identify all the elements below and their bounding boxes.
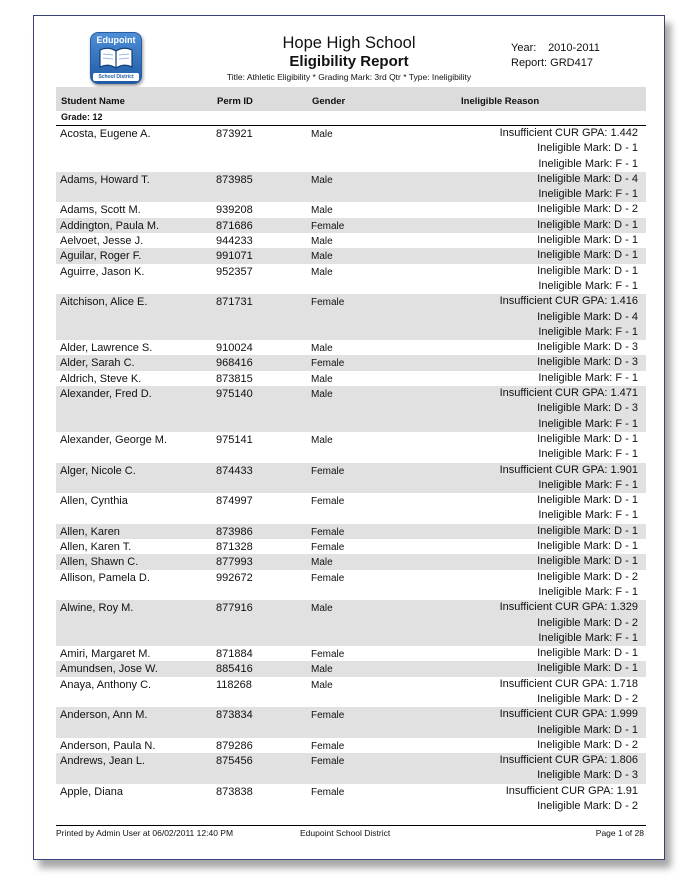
- ineligible-reasons: [500, 386, 638, 432]
- report-label: Report:: [511, 57, 548, 69]
- table-row: [56, 371, 646, 386]
- student-name: Alder, Lawrence S.: [60, 342, 153, 355]
- gender: Female: [311, 220, 345, 232]
- student-name: Anderson, Paula N.: [60, 739, 156, 752]
- report-value: GRD417: [550, 57, 593, 69]
- table-row: [56, 463, 646, 494]
- table-row: [56, 202, 646, 217]
- ineligible-reason: Ineligible Mark: D - 1: [537, 555, 638, 568]
- column-header-perm: Perm ID: [217, 96, 253, 107]
- ineligible-reason: Ineligible Mark: D - 1: [537, 142, 638, 155]
- ineligible-reason: Ineligible Mark: D - 1: [537, 662, 638, 675]
- ineligible-reasons: [537, 570, 638, 601]
- perm-id: 885416: [216, 663, 253, 676]
- gender: Male: [311, 251, 333, 263]
- column-header-gender: Gender: [312, 96, 346, 107]
- ineligible-reason: Ineligible Mark: D - 3: [537, 356, 638, 369]
- gender: Male: [311, 266, 333, 278]
- perm-id: 873834: [216, 709, 253, 722]
- perm-id: 871686: [216, 219, 253, 232]
- column-header-name: Student Name: [61, 96, 125, 107]
- perm-id: 875456: [216, 755, 253, 768]
- perm-id: 871731: [216, 296, 253, 309]
- ineligible-reason: Ineligible Mark: F - 1: [538, 279, 638, 292]
- gender: Male: [311, 205, 333, 217]
- table-row: [56, 172, 646, 203]
- year-info: [511, 42, 600, 54]
- grade-label: Grade: 12: [61, 112, 103, 122]
- student-name: Aguirre, Jason K.: [60, 265, 145, 278]
- ineligible-reasons: [506, 784, 638, 815]
- ineligible-reason: Ineligible Mark: D - 3: [537, 341, 638, 354]
- ineligible-reason: Ineligible Mark: D - 1: [537, 432, 638, 445]
- table-row: [56, 646, 646, 661]
- ineligible-reason: Insufficient CUR GPA: 1.806: [499, 754, 638, 767]
- table-row: [56, 432, 646, 463]
- gender: Female: [311, 358, 345, 370]
- perm-id: 873986: [216, 525, 253, 538]
- ineligible-reason: Ineligible Mark: D - 4: [537, 310, 638, 323]
- perm-id: 871328: [216, 541, 253, 554]
- ineligible-reason: Ineligible Mark: D - 1: [537, 264, 638, 277]
- ineligible-reasons: [537, 493, 638, 524]
- student-name: Anaya, Anthony C.: [60, 678, 152, 691]
- ineligible-reason: Ineligible Mark: F - 1: [538, 448, 638, 461]
- gender: Male: [311, 174, 333, 186]
- student-name: Adams, Scott M.: [60, 204, 141, 217]
- table-row: [56, 233, 646, 248]
- ineligible-reasons: [537, 524, 638, 539]
- year-value: 2010-2011: [548, 42, 600, 54]
- student-name: Amiri, Margaret M.: [60, 648, 151, 661]
- student-name: Andrews, Jean L.: [60, 755, 145, 768]
- gender: Female: [311, 465, 345, 477]
- student-name: Allen, Cynthia: [60, 495, 128, 508]
- ineligible-reason: Ineligible Mark: F - 1: [538, 188, 638, 201]
- perm-id: 874433: [216, 464, 253, 477]
- ineligible-reasons: [500, 707, 638, 738]
- gender: Female: [311, 572, 345, 584]
- table-row: [56, 570, 646, 601]
- year-label: Year:: [511, 42, 537, 54]
- ineligible-reason: Ineligible Mark: D - 2: [537, 616, 638, 629]
- student-name: Alder, Sarah C.: [60, 357, 135, 370]
- ineligible-reasons: [538, 371, 638, 386]
- ineligible-reason: Ineligible Mark: D - 1: [537, 494, 638, 507]
- table-row: [56, 386, 646, 432]
- gender: Male: [311, 236, 333, 248]
- perm-id: 939208: [216, 204, 253, 217]
- ineligible-reasons: [537, 646, 638, 661]
- ineligible-reason: Insufficient CUR GPA: 1.999: [499, 708, 638, 721]
- gender: Female: [311, 786, 345, 798]
- ineligible-reasons: [500, 753, 638, 784]
- student-name: Aitchison, Alice E.: [60, 296, 148, 309]
- perm-id: 873838: [216, 785, 253, 798]
- report-info: [511, 57, 593, 69]
- table-row: [56, 355, 646, 370]
- perm-id: 975140: [216, 388, 253, 401]
- student-name: Allen, Karen: [60, 525, 120, 538]
- ineligible-reason: Ineligible Mark: D - 2: [537, 800, 638, 813]
- ineligible-reasons: [537, 539, 638, 554]
- school-name: Hope High School: [282, 34, 416, 52]
- student-name: Alexander, George M.: [60, 433, 168, 446]
- ineligible-reasons: [537, 202, 638, 217]
- ineligible-reason: Ineligible Mark: D - 2: [537, 692, 638, 705]
- perm-id: 873985: [216, 173, 253, 186]
- ineligible-reasons: [537, 248, 638, 263]
- ineligible-reason: Ineligible Mark: D - 4: [537, 172, 638, 185]
- table-row: [56, 126, 646, 172]
- ineligible-reason: Ineligible Mark: D - 3: [537, 769, 638, 782]
- table-row: [56, 524, 646, 539]
- student-list: [56, 126, 646, 814]
- student-name: Adams, Howard T.: [60, 173, 150, 186]
- gender: Male: [311, 434, 333, 446]
- ineligible-reason: Ineligible Mark: D - 2: [537, 570, 638, 583]
- ineligible-reason: Ineligible Mark: D - 1: [537, 218, 638, 231]
- ineligible-reasons: [537, 218, 638, 233]
- ineligible-reason: Insufficient CUR GPA: 1.91: [505, 784, 638, 797]
- gender: Female: [311, 526, 345, 538]
- gender: Male: [311, 389, 333, 401]
- student-name: Allen, Shawn C.: [60, 556, 139, 569]
- perm-id: 944233: [216, 235, 253, 248]
- ineligible-reason: Ineligible Mark: F - 1: [538, 325, 638, 338]
- ineligible-reason: Ineligible Mark: F - 1: [538, 157, 638, 170]
- student-name: Acosta, Eugene A.: [60, 128, 151, 140]
- printed-by: Printed by Admin User at 06/02/2011 12:40 PM: [56, 828, 234, 838]
- ineligible-reasons: [500, 463, 638, 494]
- gender: Male: [311, 129, 333, 140]
- gender: Female: [311, 740, 345, 752]
- ineligible-reason: Ineligible Mark: F - 1: [538, 631, 638, 644]
- gender: Female: [311, 710, 345, 722]
- table-row: [56, 707, 646, 738]
- perm-id: 952357: [216, 265, 253, 278]
- table-row: [56, 340, 646, 355]
- ineligible-reasons: [537, 172, 638, 203]
- page-footer: [56, 825, 646, 840]
- ineligible-reason: Insufficient CUR GPA: 1.718: [499, 677, 638, 690]
- table-row: [56, 677, 646, 708]
- ineligible-reason: Ineligible Mark: F - 1: [538, 509, 638, 522]
- table-row: [56, 218, 646, 233]
- student-name: Alwine, Roy M.: [60, 602, 134, 615]
- perm-id: 879286: [216, 739, 253, 752]
- gender: Female: [311, 542, 345, 554]
- ineligible-reason: Ineligible Mark: D - 1: [537, 524, 638, 537]
- ineligible-reason: Ineligible Mark: F - 1: [538, 371, 638, 384]
- ineligible-reason: Ineligible Mark: F - 1: [538, 417, 638, 430]
- perm-id: 877993: [216, 556, 253, 569]
- perm-id: 873921: [216, 128, 253, 140]
- gender: Male: [311, 373, 333, 385]
- ineligible-reasons: [537, 554, 638, 569]
- table-row: [56, 738, 646, 753]
- gender: Female: [311, 649, 345, 661]
- table-row: [56, 784, 646, 815]
- ineligible-reasons: [537, 340, 638, 355]
- perm-id: 910024: [216, 342, 253, 355]
- ineligible-reason: Insufficient CUR GPA: 1.329: [499, 601, 638, 614]
- student-name: Allison, Pamela D.: [60, 571, 150, 584]
- perm-id: 874997: [216, 495, 253, 508]
- perm-id: 991071: [216, 250, 253, 263]
- report-subtitle: Title: Athletic Eligibility * Grading Mark: 3rd Qtr * Type: Ineligibility: [226, 72, 472, 82]
- ineligible-reasons: [537, 432, 638, 463]
- ineligible-reasons: [537, 264, 638, 295]
- gender: Female: [311, 297, 345, 309]
- perm-id: 118268: [216, 678, 252, 691]
- ineligible-reason: Ineligible Mark: D - 1: [537, 723, 638, 736]
- perm-id: 968416: [216, 357, 253, 370]
- table-row: [56, 600, 646, 646]
- gender: Male: [311, 664, 333, 676]
- ineligible-reasons: [500, 677, 638, 708]
- ineligible-reasons: [537, 738, 638, 753]
- ineligible-reason: Ineligible Mark: D - 1: [537, 540, 638, 553]
- table-row: [56, 554, 646, 569]
- ineligible-reasons: [537, 233, 638, 248]
- ineligible-reason: Insufficient CUR GPA: 1.471: [499, 387, 638, 400]
- student-name: Addington, Paula M.: [60, 219, 160, 232]
- ineligible-reasons: [500, 600, 638, 646]
- ineligible-reason: Ineligible Mark: D - 3: [537, 402, 638, 415]
- table-row: [56, 264, 646, 295]
- logo-text: Edupoint: [96, 35, 136, 45]
- gender: Male: [311, 679, 333, 691]
- logo-subtext: School District: [93, 73, 139, 81]
- perm-id: 877916: [216, 602, 253, 615]
- student-name: Amundsen, Jose W.: [60, 663, 158, 676]
- table-row: [56, 493, 646, 524]
- perm-id: 871884: [216, 648, 253, 661]
- footer-district: Edupoint School District: [300, 828, 391, 838]
- gender: Male: [311, 603, 333, 615]
- ineligible-reason: Ineligible Mark: D - 2: [537, 203, 638, 216]
- student-name: Alexander, Fred D.: [60, 388, 152, 401]
- student-name: Alger, Nicole C.: [60, 464, 136, 477]
- ineligible-reason: Ineligible Mark: D - 1: [537, 234, 638, 247]
- student-name: Aguilar, Roger F.: [60, 250, 142, 263]
- ineligible-reason: Ineligible Mark: F - 1: [538, 585, 638, 598]
- ineligible-reason: Insufficient CUR GPA: 1.901: [499, 463, 638, 476]
- table-row: [56, 661, 646, 676]
- gender: Male: [311, 557, 333, 569]
- perm-id: 873815: [216, 372, 253, 385]
- ineligible-reasons: [500, 126, 638, 172]
- ineligible-reason: Ineligible Mark: D - 1: [537, 249, 638, 262]
- column-header-row: [56, 87, 646, 111]
- grade-group-header: [56, 111, 646, 126]
- table-row: [56, 294, 646, 340]
- ineligible-reasons: [500, 294, 638, 340]
- student-name: Anderson, Ann M.: [60, 709, 148, 722]
- perm-id: 992672: [216, 571, 253, 584]
- student-name: Allen, Karen T.: [60, 541, 132, 554]
- table-row: [56, 539, 646, 554]
- perm-id: 975141: [216, 433, 253, 446]
- student-name: Aelvoet, Jesse J.: [60, 235, 144, 248]
- ineligible-reason: Insufficient CUR GPA: 1.416: [499, 295, 638, 308]
- student-name: Apple, Diana: [60, 785, 123, 798]
- ineligible-reasons: [537, 661, 638, 676]
- table-row: [56, 753, 646, 784]
- page-number: Page 1 of 28: [595, 828, 644, 838]
- gender: Female: [311, 496, 345, 508]
- student-name: Aldrich, Steve K.: [60, 372, 142, 385]
- ineligible-reasons: [537, 355, 638, 370]
- gender: Male: [311, 343, 333, 355]
- column-header-reason: Ineligible Reason: [461, 96, 540, 107]
- ineligible-reason: Ineligible Mark: F - 1: [538, 478, 638, 491]
- ineligible-reason: Ineligible Mark: D - 2: [537, 738, 638, 751]
- gender: Female: [311, 756, 345, 768]
- report-title: Eligibility Report: [289, 53, 409, 70]
- ineligible-reason: Insufficient CUR GPA: 1.442: [499, 127, 638, 139]
- report-page: [33, 15, 665, 860]
- table-row: [56, 248, 646, 263]
- ineligible-reason: Ineligible Mark: D - 1: [537, 647, 638, 660]
